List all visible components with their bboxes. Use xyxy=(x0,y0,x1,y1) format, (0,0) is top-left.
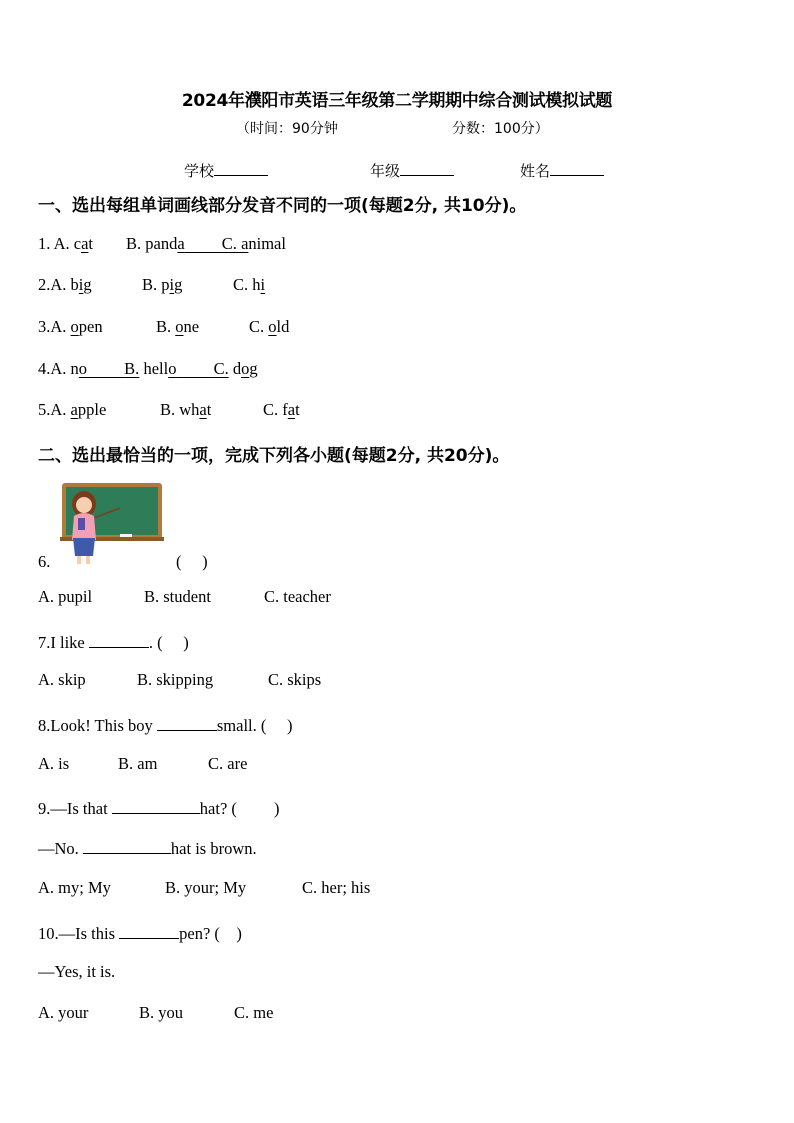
question-7-options: A. skip B. skipping C. skips xyxy=(38,670,322,689)
page-title: 2024年濮阳市英语三年级第二学期期中综合测试模拟试题 xyxy=(181,91,613,111)
teacher-face xyxy=(76,497,92,513)
question-8: 8.Look! This boy small. ( ) xyxy=(38,716,293,735)
question-2: 2.A. big B. pig C. hi xyxy=(38,275,266,294)
question-10-options: A. your B. you C. me xyxy=(38,1003,274,1022)
question-10: 10.—Is this pen? ( ) xyxy=(38,924,242,943)
question-1: 1. A. cat B. panda C. animal xyxy=(38,234,286,253)
question-8-options: A. is B. am C. are xyxy=(38,754,248,773)
time-label: （时间：90分钟 xyxy=(236,121,338,137)
name-label: 姓名 xyxy=(520,162,551,180)
question-5: 5.A. apple B. what C. fat xyxy=(38,400,300,419)
chalk xyxy=(120,534,132,537)
question-3: 3.A. open B. one C. old xyxy=(38,317,290,336)
section1-heading: 一、选出每组单词画线部分发音不同的一项(每题2分, 共10分)。 xyxy=(38,196,527,216)
question-4: 4.A. no B. hello C. dog xyxy=(38,359,258,378)
question-9: 9.—Is that hat? ( ) xyxy=(38,799,280,818)
teacher-book xyxy=(78,518,85,530)
question-9-reply: —No. hat is brown. xyxy=(38,839,257,858)
q9-blank-1[interactable] xyxy=(112,797,200,814)
grade-label: 年级 xyxy=(370,162,401,180)
question-7: 7.I like . ( ) xyxy=(38,633,189,652)
q9-blank-2[interactable] xyxy=(83,837,171,854)
question-6: 6. ( ) xyxy=(38,552,208,571)
section2-heading: 二、选出最恰当的一项，完成下列各小题(每题2分, 共20分)。 xyxy=(38,446,510,466)
school-blank[interactable] xyxy=(214,160,268,176)
name-field xyxy=(520,160,604,181)
q8-blank[interactable] xyxy=(157,714,217,731)
name-blank[interactable] xyxy=(550,160,604,176)
q7-blank[interactable] xyxy=(89,631,149,648)
school-field xyxy=(184,160,268,181)
school-label: 学校 xyxy=(184,162,215,180)
score-label: 分数：100分） xyxy=(452,121,549,137)
grade-field xyxy=(370,160,454,181)
question-9-options: A. my; My B. your; My C. her; his xyxy=(38,878,371,897)
question-10-reply: —Yes, it is. xyxy=(38,962,116,981)
question-6-options: A. pupil B. student C. teacher xyxy=(38,587,331,606)
grade-blank[interactable] xyxy=(400,160,454,176)
q10-blank[interactable] xyxy=(119,922,179,939)
